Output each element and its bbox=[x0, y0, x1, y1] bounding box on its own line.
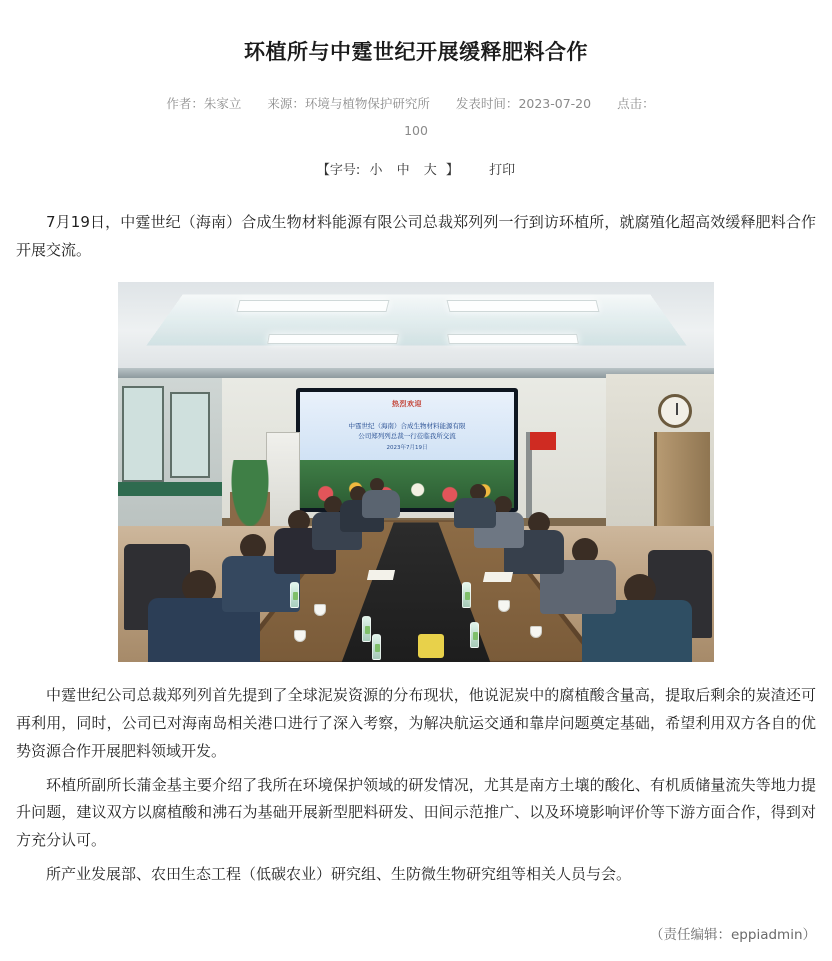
meta-publish-value: 2023-07-20 bbox=[518, 96, 592, 112]
photo-ceiling-light bbox=[447, 334, 579, 344]
print-button[interactable]: 打印 bbox=[489, 163, 516, 179]
article-body bbox=[0, 209, 832, 889]
paragraph-3: 环植所副所长蒲金基主要介绍了我所在环境保护领域的研发情况，尤其是南方土壤的酸化、有机质储量流失等地力提升问题，建议双方以腐植酸和沸石为基础开展新型肥料研发、田间示范推广、以及环境影响评价等下游方面合作，得到对方充分认可。 bbox=[16, 775, 816, 850]
photo-water-bottle bbox=[470, 622, 479, 648]
responsible-editor: （责任编辑：eppiadmin） bbox=[650, 926, 816, 943]
meta-author-label: 作者： bbox=[166, 96, 204, 112]
photo-green-curtain bbox=[118, 482, 222, 496]
screen-line-2: 公司郑列列总裁一行莅临我所交流 bbox=[358, 432, 456, 441]
fontsize-medium-button[interactable]: 中 bbox=[396, 163, 410, 179]
page-title: 环植所与中霆世纪开展缓释肥料合作 bbox=[244, 40, 588, 65]
article-meta bbox=[0, 91, 832, 143]
meta-author-value: 朱家立 bbox=[203, 96, 242, 112]
meta-source-label: 来源： bbox=[267, 96, 305, 112]
fontsize-controls bbox=[0, 159, 832, 182]
meta-hits-label: 点击： bbox=[617, 96, 655, 112]
photo-window bbox=[170, 392, 210, 478]
meta-author bbox=[166, 96, 241, 111]
screen-line-3: 2023年7月19日 bbox=[386, 445, 428, 452]
meta-hits-value: 100 bbox=[404, 123, 428, 139]
photo-document bbox=[483, 572, 513, 582]
photo-document bbox=[367, 570, 395, 580]
screen-welcome-text: 热烈欢迎 bbox=[392, 400, 422, 409]
photo-ceiling-light bbox=[237, 300, 390, 312]
article-page bbox=[0, 14, 832, 961]
paragraph-1: 7月19日，中霆世纪（海南）合成生物材料能源有限公司总裁郑列列一行到访环植所，就腐殖化超高效缓释肥料合作开展交流。 bbox=[16, 212, 816, 259]
photo-ceiling-light bbox=[447, 300, 600, 312]
photo-flag bbox=[530, 432, 556, 450]
meta-publish-date bbox=[456, 96, 591, 111]
fontsize-small-button[interactable]: 小 bbox=[369, 163, 383, 179]
meta-source-value: 环境与植物保护研究所 bbox=[304, 96, 430, 112]
fontsize-large-button[interactable]: 大 bbox=[423, 163, 437, 179]
meta-hits bbox=[617, 96, 655, 111]
meta-source bbox=[267, 96, 430, 111]
meta-publish-label: 发表时间： bbox=[455, 96, 519, 112]
photo-person-body bbox=[454, 498, 496, 528]
photo-person-body bbox=[362, 490, 400, 518]
photo-water-bottle bbox=[372, 634, 381, 660]
fontsize-label: 【字号: bbox=[316, 163, 361, 179]
photo-water-bottle bbox=[462, 582, 471, 608]
photo-yellow-bag bbox=[418, 634, 444, 658]
photo-window bbox=[122, 386, 164, 482]
photo-ceiling-light bbox=[267, 334, 399, 344]
article-figure bbox=[16, 282, 816, 666]
photo-water-bottle bbox=[362, 616, 371, 642]
meeting-room-photo bbox=[118, 282, 714, 662]
fontsize-label-end: 】 bbox=[445, 163, 459, 179]
paragraph-4: 所产业发展部、农田生态工程（低碳农业）研究组、生防微生物研究组等相关人员与会。 bbox=[46, 864, 632, 883]
screen-line-1: 中霆世纪（海南）合成生物材料能源有限 bbox=[348, 422, 466, 431]
photo-potted-plant bbox=[230, 460, 270, 530]
paragraph-2: 中霆世纪公司总裁郑列列首先提到了全球泥炭资源的分布现状，他说泥炭中的腐植酸含量高，提取后剩余的炭渣还可再利用，同时，公司已对海南岛相关港口进行了深入考察，为解决航运交通和靠岸问题奠定基础，希望利用双方各自的优势资源合作开展肥料领域开发。 bbox=[16, 686, 816, 760]
photo-water-bottle bbox=[290, 582, 299, 608]
